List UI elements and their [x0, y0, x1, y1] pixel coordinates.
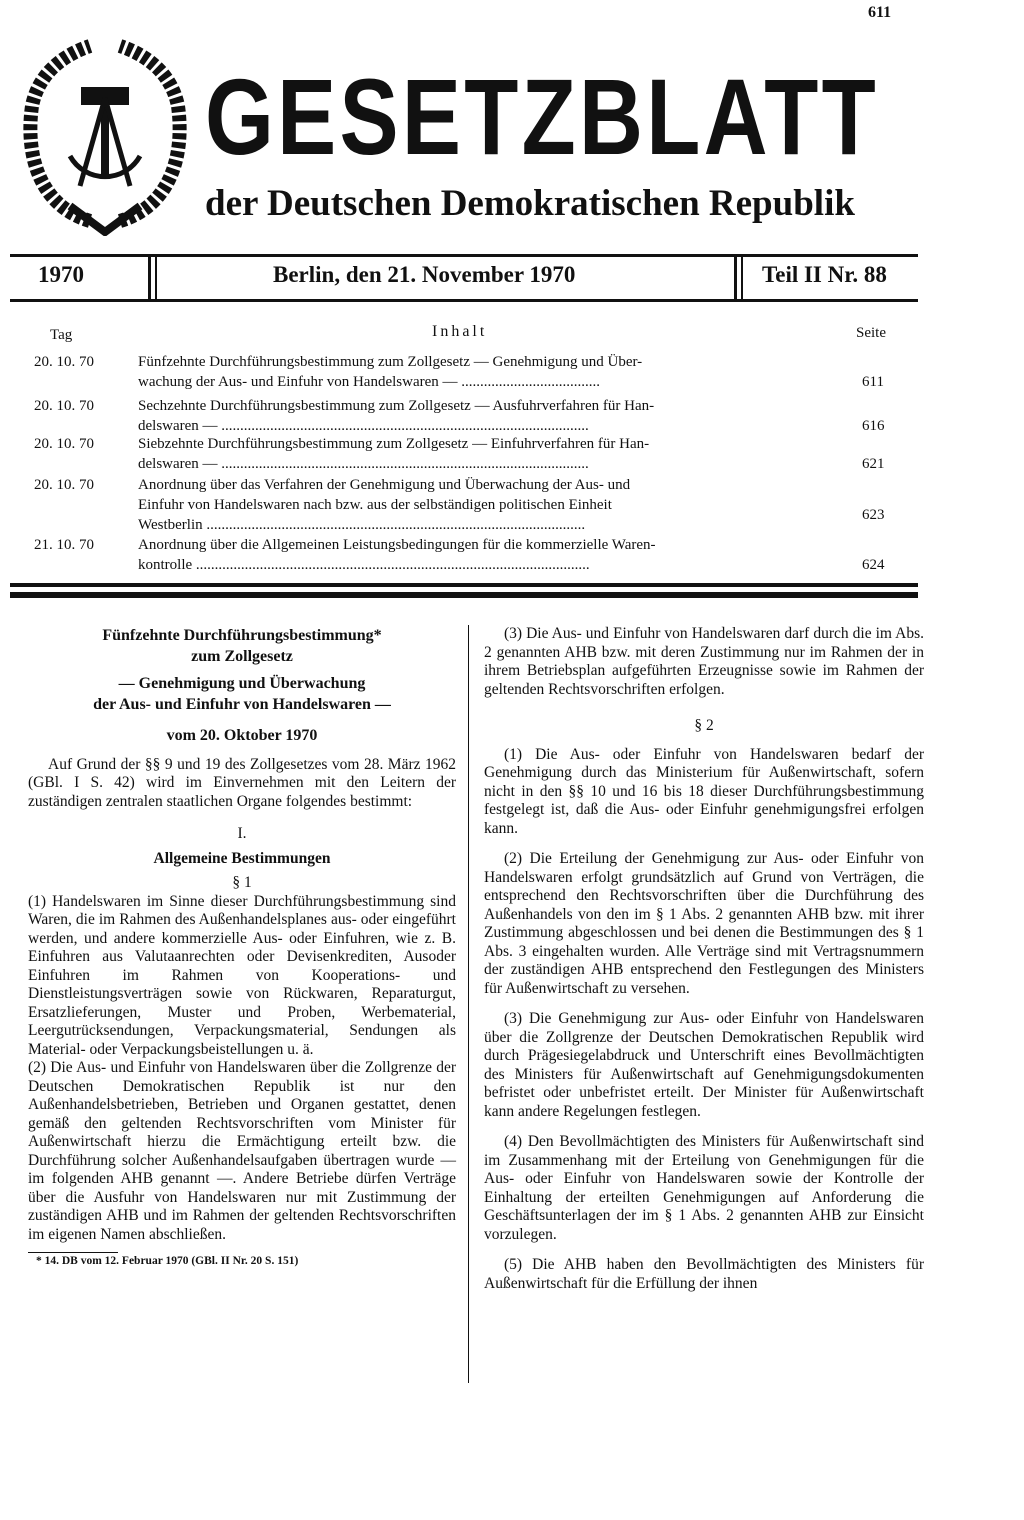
issue-year: 1970 — [38, 262, 84, 287]
body-paragraph: (5) Die AHB haben den Bevollmächtigten des Ministers für Außenwirtschaft für die Erfüllung der ihnen — [484, 1256, 924, 1292]
toc-header-tag: Tag — [50, 327, 73, 343]
issue-divider-left-2 — [155, 254, 157, 302]
regulation-heading — [28, 625, 456, 715]
toc-line: wachung der Aus- und Einfuhr von Handelswaren — ..................................... — [138, 374, 601, 390]
intro-paragraph: Auf Grund der §§ 9 und 19 des Zollgesetzes vom 28. März 1962 (GBl. I S. 42) wird im Einvernehmen mit den Leitern der zuständigen zentralen staatlichen Organe folgendes bestimmt: — [28, 755, 456, 810]
toc-entry-text — [138, 352, 810, 392]
issue-top-rule — [10, 254, 918, 257]
section-number: I. — [237, 825, 247, 842]
toc-line: Sechzehnte Durchführungsbestimmung zum Zollgesetz — Ausfuhrverfahren für Han- — [138, 398, 655, 414]
toc-header-page: Seite — [856, 325, 886, 341]
regulation-date: vom 20. Oktober 1970 — [166, 727, 318, 744]
body-paragraph: (1) Handelswaren im Sinne dieser Durchführungsbestimmung sind Waren, die im Rahmen des Außenhandelsplanes aus- oder eingeführt werden, und andere kommerzielle Aus- oder Einfuhren, wie z. B. Einfuhren aus Valutaanrechten oder Devisenkrediten, Ausoder Einfuhren im Rahmen von Kooperations- und Dienstleistungsverträgen sowie von Rückwaren, Reparaturgut, Ersatzlieferungen, Muster und Proben, Werbematerial, Leergutrücksendungen, Verpackungsmaterial, Sendungen als Material- oder Verpackungsbeistellungen u. ä. — [28, 892, 456, 1058]
footnote: * 14. DB vom 12. Februar 1970 (GBl. II Nr. 20 S. 151) — [36, 1255, 299, 1267]
toc-entry-date: 20. 10. 70 — [34, 398, 94, 414]
page-number: 611 — [868, 4, 892, 21]
heading-line: der Aus- und Einfuhr von Handelswaren — — [93, 696, 391, 713]
toc-entry-date: 20. 10. 70 — [34, 477, 94, 493]
toc-line: Anordnung über die Allgemeinen Leistungsbedingungen für die kommerzielle Waren- — [138, 537, 656, 553]
body-paragraph: (2) Die Aus- und Einfuhr von Handelswaren über die Zollgrenze der Deutschen Demokratischen Republik ist nur den Außenhandelsbetrieben, Betrieben und Organen gestattet, denen gemäß den geltenden Rechtsvorschriften vom Minister für Außenwirtschaft hierzu die Ermächtigung erteilt bzw. die Durchführung solcher Außenhandelsaufgaben übertragen wurde — im folgenden AHB genannt —. Andere Betriebe dürfen Verträge über die Ausfuhr von Handelswaren nur mit Zustimmung der zuständigen AHB und im Rahmen der geltenden Rechtsvorschriften im eigenen Namen abschließen. — [28, 1059, 456, 1243]
toc-bottom-rule-2 — [10, 592, 918, 598]
issue-date: Berlin, den 21. November 1970 — [273, 262, 576, 287]
toc-line: Fünfzehnte Durchführungsbestimmung zum Zollgesetz — Genehmigung und Über- — [138, 354, 643, 370]
section-title: Allgemeine Bestimmungen — [153, 849, 331, 867]
issue-divider-right — [734, 254, 737, 302]
toc-entry-date: 20. 10. 70 — [34, 354, 94, 370]
left-column — [28, 625, 456, 1269]
body-paragraph: (1) Die Aus- oder Einfuhr von Handelswaren bedarf der Genehmigung durch das Ministerium für Außenwirtschaft, sofern nicht in den §§ 10 und 16 bis 18 dieser Durchführungsbestimmung festgelegt ist, daß die Aus- oder Einfuhr genehmigungsfrei erfolgen kann. — [484, 745, 924, 837]
toc-line: Siebzehnte Durchführungsbestimmung zum Zollgesetz — Einfuhrverfahren für Han- — [138, 436, 650, 452]
toc-entry-page: 621 — [862, 456, 885, 472]
toc-entry-text — [138, 434, 810, 474]
masthead-title: GESETZBLATT — [205, 56, 879, 177]
toc-header-title: Inhalt — [432, 323, 488, 340]
right-column — [484, 625, 924, 1293]
toc-entry-page: 624 — [862, 557, 885, 573]
toc-entry-page: 616 — [862, 418, 885, 434]
toc-line: Anordnung über das Verfahren der Genehmigung und Überwachung der Aus- und — [138, 477, 631, 493]
issue-divider-right-2 — [741, 254, 743, 302]
issue-divider-left — [148, 254, 151, 302]
paragraph-number: § 1 — [232, 874, 252, 891]
toc-entry-text — [138, 475, 810, 535]
masthead-subtitle: der Deutschen Demokratischen Republik — [205, 183, 855, 224]
toc-entry-date: 20. 10. 70 — [34, 436, 94, 452]
toc-line: Einfuhr von Handelswaren nach bzw. aus der selbständigen politischen Einheit — [138, 497, 612, 513]
issue-bottom-rule — [10, 299, 918, 302]
toc-entry-date: 21. 10. 70 — [34, 537, 94, 553]
toc-entry-page: 623 — [862, 507, 885, 523]
paragraph-number: § 2 — [694, 717, 714, 734]
body-paragraph: (3) Die Genehmigung zur Aus- oder Einfuhr von Handelswaren über die Zollgrenze der Deutschen Demokratischen Republik wird durch Prägesiegelabdruck und Unterschrift eines Bevollmächtigten des Ministers für Außenwirtschaft auf Genehmigungsdokumenten befristet oder unbefristet erteilt. Der Minister für Außenwirtschaft kann andere Regelungen festlegen. — [484, 1010, 924, 1120]
toc-line: kontrolle ......................................................................................................... — [138, 557, 590, 573]
heading-line: zum Zollgesetz — [191, 648, 293, 665]
issue-part: Teil II Nr. 88 — [762, 262, 887, 287]
body-paragraph: (4) Den Bevollmächtigten des Ministers für Außenwirtschaft sind im Zusammenhang mit der Erteilung von Genehmigungen für die Aus- oder Einfuhr von Handelswaren sowie der Kontrolle der Einhaltung der erteilten Genehmigungen auf Anforderung die Geschäftsunterlagen der im § 1 Abs. 2 genannten AHB zur Einsicht vorzulegen. — [484, 1133, 924, 1243]
toc-line: Westberlin ..................................................................................................... — [138, 517, 586, 533]
body-paragraph: (2) Die Erteilung der Genehmigung zur Aus- oder Einfuhr von Handelswaren erfolgt grundsätzlich auf Grund von Verträgen, die entsprechend den Rechtsvorschriften über die Durchführung des Außenhandels von den im § 1 Abs. 2 genannten AHB bzw. mit ihrer Zustimmung abgeschlossen und bei denen die Bestimmungen des § 1 Abs. 3 eingehalten wurden. Alle Verträge sind mit Vertragsnummern der zuständigen AHB entsprechend den Festlegungen des Ministers für Außenwirtschaft zu versehen. — [484, 850, 924, 997]
toc-line: delswaren — .................................................................................................. — [138, 456, 589, 472]
body-paragraph: (3) Die Aus- und Einfuhr von Handelswaren darf durch die im Abs. 2 genannten AHB bzw. mit deren Zustimmung nur im Rahmen der in ihrem Betriebsplan aufgeführten Erzeugnisse sowie im Rahmen der geltenden Rechtsvorschriften erfolgen. — [484, 625, 924, 698]
heading-line: Fünfzehnte Durchführungsbestimmung* — [102, 627, 382, 644]
toc-entry-text — [138, 396, 810, 436]
toc-line: delswaren — .................................................................................................. — [138, 418, 589, 434]
column-divider — [468, 625, 469, 1383]
heading-line: — Genehmigung und Überwachung — [118, 675, 366, 692]
toc-entry-page: 611 — [862, 374, 884, 390]
toc-bottom-rule — [10, 583, 918, 587]
toc-entry-text — [138, 535, 810, 575]
gdr-state-emblem-icon — [20, 36, 190, 236]
